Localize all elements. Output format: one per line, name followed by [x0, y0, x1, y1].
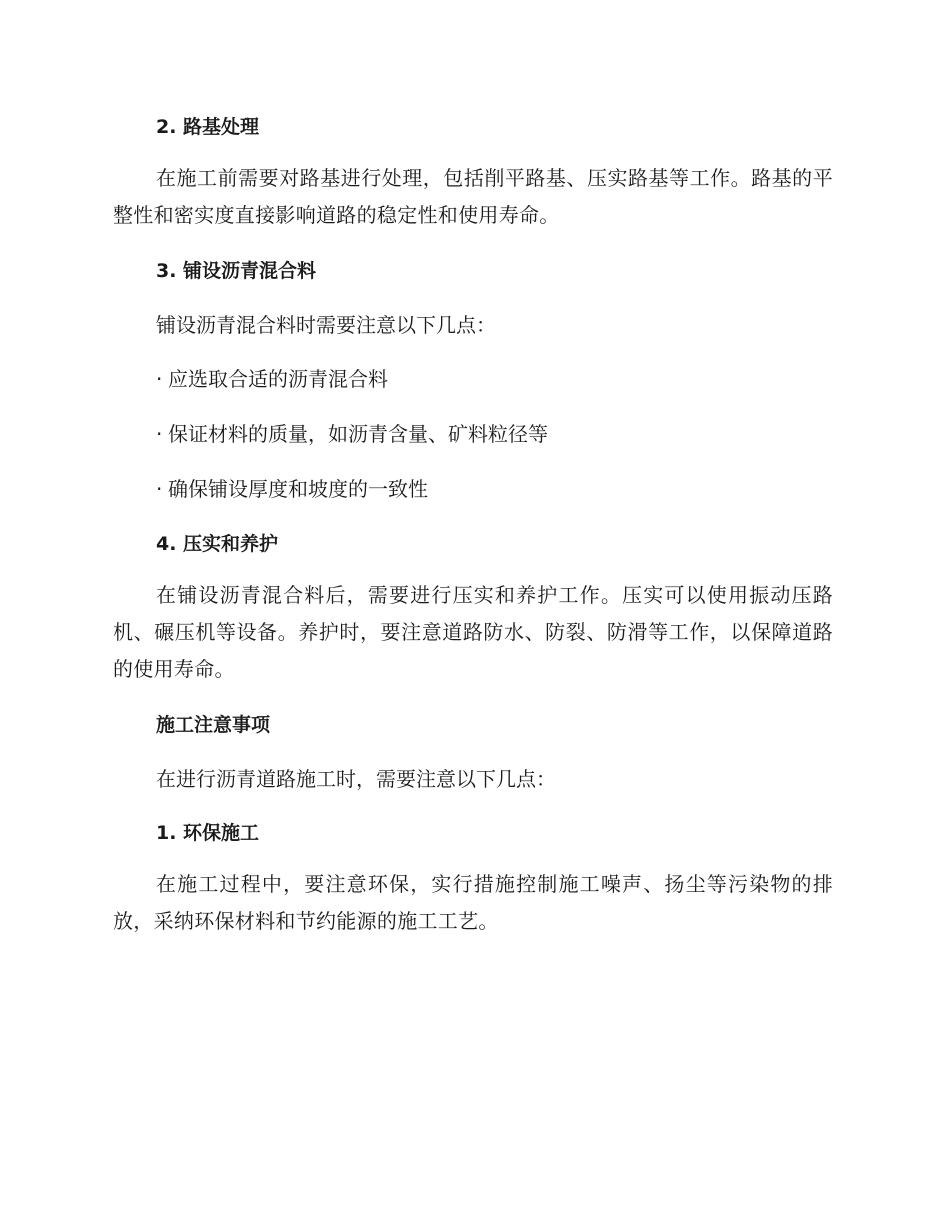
bullet-icon: · — [156, 367, 163, 391]
section-heading-construction-notes: 施工注意事项 — [156, 714, 271, 736]
list-item — [113, 358, 833, 400]
paragraph-asphalt-intro: 铺设沥青混合料时需要注意以下几点： — [156, 313, 496, 337]
section-heading-compaction: 4. 压实和养护 — [156, 533, 279, 555]
bullet-icon: · — [156, 422, 163, 446]
list-item-text: 应选取合适的沥青混合料 — [168, 367, 388, 391]
section-heading-eco-construction: 1. 环保施工 — [156, 822, 260, 844]
list-item — [113, 413, 833, 455]
section-heading-roadbed: 2. 路基处理 — [156, 116, 260, 138]
list-item-text: 保证材料的质量，如沥青含量、矿料粒径等 — [168, 422, 548, 446]
document-page — [113, 106, 833, 956]
paragraph-notes-intro: 在进行沥青道路施工时，需要注意以下几点： — [156, 767, 556, 791]
paragraph-compaction: 在铺设沥青混合料后，需要进行压实和养护工作。压实可以使用振动压路机、碾压机等设备。养护时，要注意道路防水、防裂、防滑等工作，以保障道路的使用寿命。 — [113, 583, 833, 681]
list-item-text: 确保铺设厚度和坡度的一致性 — [168, 477, 428, 501]
bullet-icon: · — [156, 477, 163, 501]
section-heading-asphalt-paving: 3. 铺设沥青混合料 — [156, 260, 317, 282]
paragraph-eco-construction: 在施工过程中，要注意环保，实行措施控制施工噪声、扬尘等污染物的排放，采纳环保材料和节约能源的施工工艺。 — [113, 872, 833, 933]
list-item — [113, 468, 833, 510]
paragraph-roadbed: 在施工前需要对路基进行处理，包括削平路基、压实路基等工作。路基的平整性和密实度直接影响道路的稳定性和使用寿命。 — [113, 166, 833, 227]
